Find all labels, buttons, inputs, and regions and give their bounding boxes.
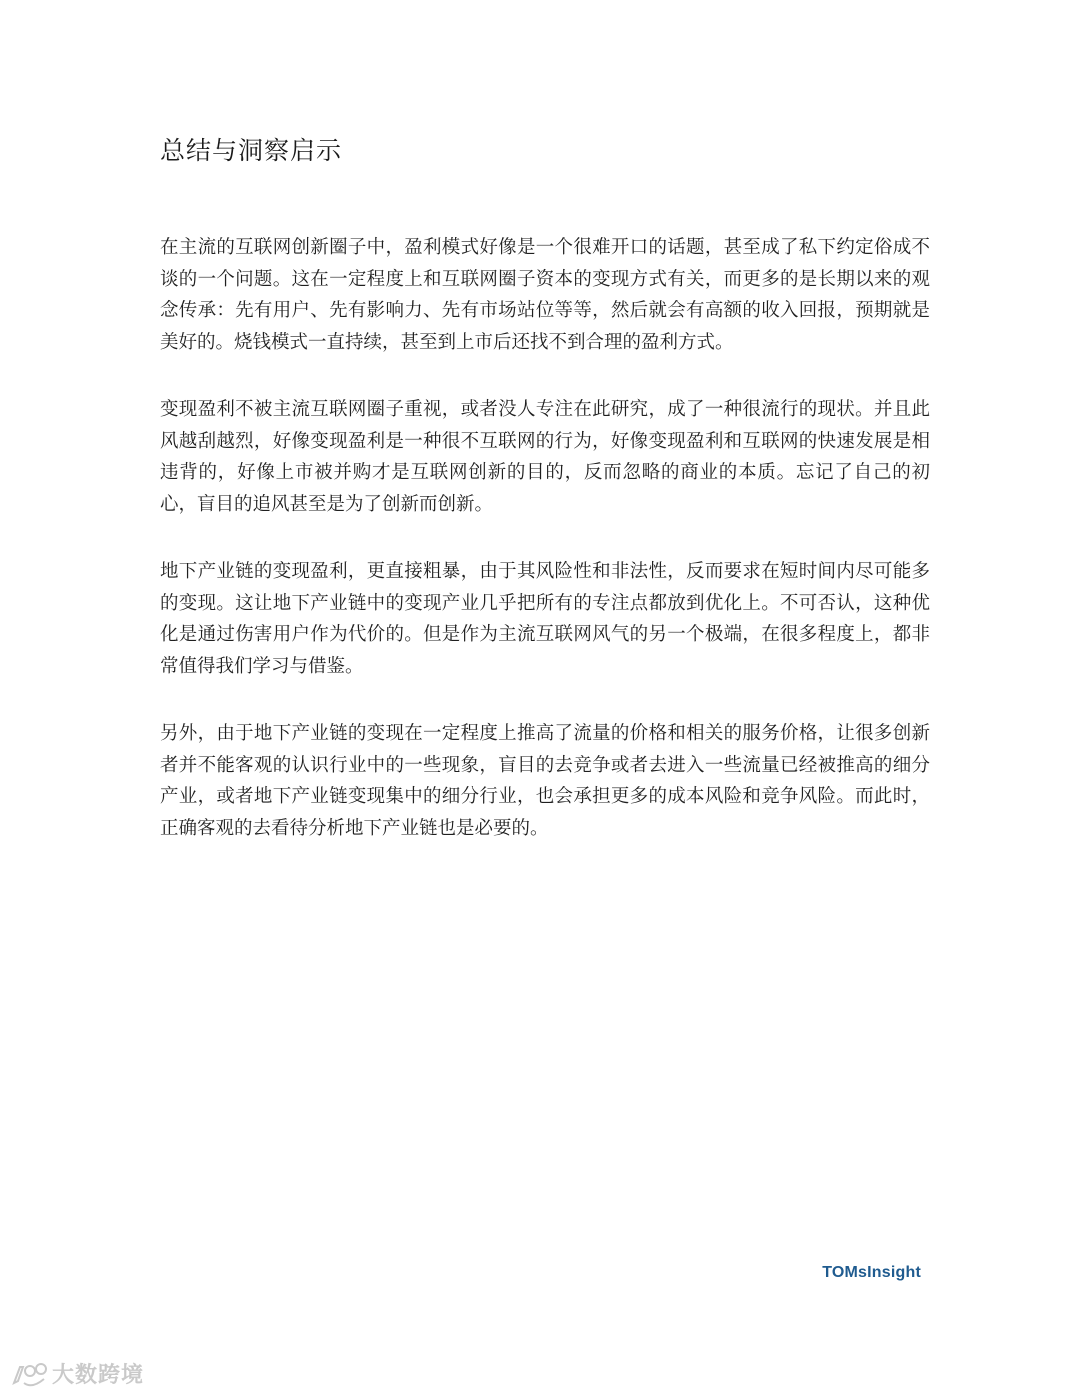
watermark-text: 大数跨境: [52, 1363, 145, 1388]
body-text: [160, 232, 930, 880]
page-title: 总结与洞察启示: [160, 136, 343, 165]
paragraph-2: 变现盈利不被主流互联网圈子重视，或者没人专注在此研究，成了一种很流行的现状。并且此风越刮越烈，好像变现盈利是一种很不互联网的行为，好像变现盈利和互联网的快速发展是相违背的，好像上市被并购才是互联网创新的目的，反而忽略的商业的本质。忘记了自己的初心，盲目的追风甚至是为了创新而创新。: [160, 399, 930, 515]
paragraph-3: 地下产业链的变现盈利，更直接粗暴，由于其风险性和非法性，反而要求在短时间内尽可能多的变现。这让地下产业链中的变现产业几乎把所有的专注点都放到优化上。不可否认，这种优化是通过伤害用户作为代价的。但是作为主流互联网风气的另一个极端，在很多程度上，都非常值得我们学习与借鉴。: [160, 561, 930, 677]
brand-logo: TOMsInsight: [822, 1264, 921, 1281]
paragraph-4: 另外，由于地下产业链的变现在一定程度上推高了流量的价格和相关的服务价格，让很多创新者并不能客观的认识行业中的一些现象，盲目的去竞争或者去进入一些流量已经被推高的细分产业，或者地下产业链变现集中的细分行业，也会承担更多的成本风险和竞争风险。而此时，正确客观的去看待分析地下产业链也是必要的。: [160, 723, 930, 839]
watermark: [10, 1358, 144, 1389]
paragraph-1: 在主流的互联网创新圈子中，盈利模式好像是一个很难开口的话题，甚至成了私下约定俗成不谈的一个问题。这在一定程度上和互联网圈子资本的变现方式有关，而更多的是长期以来的观念传承：先有用户、先有影响力、先有市场站位等等，然后就会有高额的收入回报，预期就是美好的。烧钱模式一直持续，甚至到上市后还找不到合理的盈利方式。: [160, 237, 930, 353]
brand-logo-icon: [10, 1359, 50, 1389]
